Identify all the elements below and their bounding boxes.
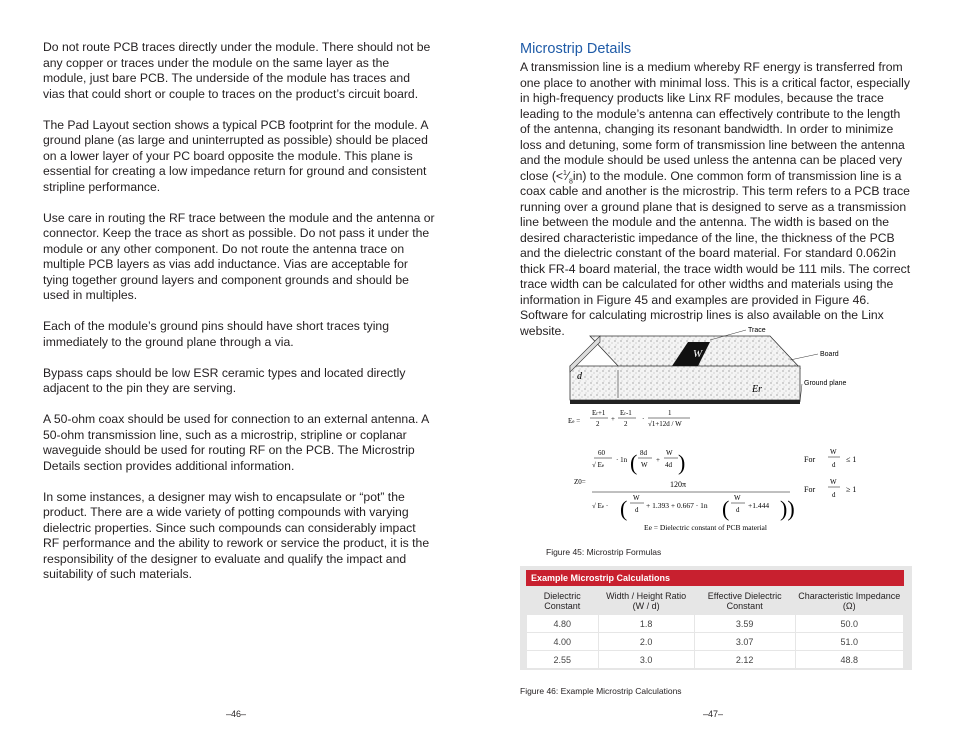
paragraph-ground-pins: Each of the module’s ground pins should have short traces tying immediately to the ground plane through a via. <box>43 319 389 349</box>
table-cell: 51.0 <box>795 633 903 651</box>
table-cell: 2.12 <box>694 651 795 669</box>
svg-text:W: W <box>830 478 837 486</box>
table-cell: 3.07 <box>694 633 795 651</box>
table-row <box>527 633 904 651</box>
svg-text:8d: 8d <box>640 449 647 457</box>
svg-text:d: d <box>832 461 836 469</box>
svg-text:W: W <box>641 461 648 469</box>
svg-text:· 1n: · 1n <box>616 456 628 464</box>
table-cell: 4.00 <box>527 633 599 651</box>
dielectric-note: Ee = Dielectric constant of PCB material <box>644 523 767 532</box>
term-b: +1.444 <box>748 501 770 510</box>
formula-impedance <box>574 448 856 532</box>
header-characteristic-impedance: Characteristic Impedance (Ω) <box>798 591 901 611</box>
for-label-2: For <box>804 485 816 494</box>
svg-text:+: + <box>656 456 660 464</box>
svg-text:+: + <box>611 415 615 423</box>
table-title: Example Microstrip Calculations <box>526 570 904 586</box>
calculations-grid <box>526 588 904 669</box>
table-cell: 48.8 <box>795 651 903 669</box>
svg-text:W: W <box>633 494 640 502</box>
svg-text:W: W <box>734 494 741 502</box>
page-number-left: –46– <box>226 709 247 719</box>
figure-46-caption: Figure 46: Example Microstrip Calculations <box>520 686 682 696</box>
table-cell: 50.0 <box>795 615 903 633</box>
fraction-denominator: 8 <box>568 177 573 185</box>
table-cell: 3.0 <box>598 651 694 669</box>
paragraph-routing: Do not route PCB traces directly under the module. There should not be any copper or traces under the module on the same layer as the module, just bare PCB. The underside of the module has traces and vias that could short or couple to traces on the product’s circuit board. <box>43 40 431 101</box>
term-a: + 1.393 + 0.667 · 1n <box>646 501 708 510</box>
section-title: Microstrip Details <box>520 41 632 57</box>
svg-text:√ Ee ·: √ Ee · <box>592 502 609 510</box>
svg-text:√ Ee: √ Ee <box>592 461 605 469</box>
svg-text:d: d <box>736 506 740 514</box>
figure-microstrip-formulas <box>560 322 870 537</box>
right-column <box>520 40 912 355</box>
table-cell: 2.0 <box>598 633 694 651</box>
svg-text:1: 1 <box>668 409 672 417</box>
label-d: d <box>577 371 582 382</box>
svg-text:2: 2 <box>596 420 600 428</box>
svg-text:(: ( <box>620 496 628 521</box>
svg-text:Ee =: Ee = <box>568 417 581 425</box>
microstrip-calculations-table <box>520 566 912 670</box>
microstrip-text-b: in) to the module. One common form of transmission line is a coax cable and another is the microstrip. This term refers to a PCB trace running over a ground plane that is designed to serve as a transmission line between the module and the antenna. The width is based on the desired characteristic impedance of the line, the thickness of the PCB and the dielectric constant of the board material. For standard 0.062in thick FR-4 board material, the trace width would be 111 mils. The correct trace width can be calculated for other widths and materials using the information in Figure 45 and examples are provided in Figure 46. Software for calculating microstrip lines is also available on the Linx website. <box>520 168 911 338</box>
pi-term: 120π <box>670 480 687 489</box>
table-cell: 3.59 <box>694 615 795 633</box>
board-front-face <box>570 366 800 400</box>
svg-text:(: ( <box>722 496 730 521</box>
svg-text:W: W <box>830 448 837 456</box>
paragraph-ground-plane: The Pad Layout section shows a typical PCB footprint for the module. A ground plane (as large and uninterrupted as possible) should be placed on a lower layer of your PC board opposite the module. This plane is essential for creating a low impedance return for ground and consistent stripline performance. <box>43 117 428 194</box>
paragraph-bypass-caps: Bypass caps should be low ESR ceramic types and located directly adjacent to the pin they are serving. <box>43 365 406 395</box>
paragraph-microstrip: A transmission line is a medium whereby RF energy is transferred from one place to another with minimal loss. This is a critical factor, especially in high-frequency products like Linx RF modules, because the trace leading to the module’s antenna can effectively contribute to the length of the antenna, changing its resonant bandwidth. In order to minimize loss and detuning, some form of transmission line between the antenna and the module should be used unless the antenna can be placed very close $(<^1⁄_8in)$ to the module. One common form of transmission line is a coax cable and another is the microstrip. This term refers to a PCB trace running over a ground plane that is designed to serve as a transmission line between the module and the antenna. The width is based on the desired characteristic impedance of the line, the thickness of the PCB and the dielectric constant of the board material. For standard 0.062in thick FR-4 board material, the trace width would be 111 mils. The correct trace width can be calculated for other widths and materials using the information in Figure 45 and examples are provided in Figure 46. Software for calculating microstrip lines is also available on the Linx website. <box>520 60 911 338</box>
label-w: W <box>693 348 703 360</box>
header-dielectric-constant: Dielectric Constant <box>543 591 581 611</box>
label-trace: Trace <box>748 327 766 334</box>
paragraph-coax: A 50-ohm coax should be used for connection to an external antenna. A 50-ohm transmission line, such as a microstrip, stripline or coplanar waveguide should be used for routing RF on the PCB. The Microstrip Details section provides additional information. <box>43 412 429 473</box>
svg-text:60: 60 <box>598 449 605 457</box>
table-cell: 2.55 <box>527 651 599 669</box>
table-row <box>527 615 904 633</box>
svg-text:d: d <box>832 491 836 499</box>
for-label-1: For <box>804 455 816 464</box>
ground-plane-layer <box>570 400 800 404</box>
svg-text:2: 2 <box>624 420 628 428</box>
left-column <box>43 40 435 598</box>
label-board: Board <box>820 351 839 358</box>
table-row <box>527 651 904 669</box>
svg-text:): ) <box>678 450 686 475</box>
header-effective-dielectric: Effective Dielectric Constant <box>707 591 782 611</box>
svg-text:Er-1: Er-1 <box>620 409 632 417</box>
page-number-right: –47– <box>703 709 724 719</box>
svg-text:·: · <box>642 415 645 423</box>
label-ground-plane: Ground plane <box>804 380 847 387</box>
microstrip-diagram <box>560 322 870 537</box>
svg-text:Er+1: Er+1 <box>592 409 606 417</box>
paragraph-rf-trace: Use care in routing the RF trace between the module and the antenna or connector. Keep the trace as short as possible. Do not pass it under the module or any other component. Do not route the antenna trace on multiple PCB layers as vias add inductance. Vias are acceptable for tying together ground layers and component grounds and should be used in multiples. <box>43 210 435 302</box>
table-cell: 4.80 <box>527 615 599 633</box>
paragraph-potting: In some instances, a designer may wish to encapsulate or “pot” the product. There are a wide variety of potting compounds with varying dielectric properties. Since such compounds can considerably impact RF performance and the ability to rework or service the product, it is the responsibility of the designer to evaluate and qualify the impact and suitability of such materials. <box>43 489 430 581</box>
table-cell: 1.8 <box>598 615 694 633</box>
header-width-height-ratio: Width / Height Ratio (W / d) <box>606 591 687 611</box>
svg-text:W: W <box>666 449 673 457</box>
label-er: Er <box>752 384 762 395</box>
fraction-numerator: 1 <box>563 169 567 177</box>
svg-text:4d: 4d <box>665 461 672 469</box>
svg-text:d: d <box>635 506 639 514</box>
svg-text:√1+12d / W: √1+12d / W <box>648 420 682 428</box>
formula-effective-dielectric <box>568 409 690 428</box>
svg-text:)): )) <box>780 496 795 521</box>
condition-ge-1: ≥ 1 <box>846 485 857 494</box>
z0-label: Z0= <box>574 478 586 486</box>
condition-le-1: ≤ 1 <box>846 455 857 464</box>
svg-text:(: ( <box>630 450 638 475</box>
figure-45-caption: Figure 45: Microstrip Formulas <box>546 547 662 557</box>
microstrip-text-a: A transmission line is a medium whereby RF energy is transferred from one place to another with minimal loss. This is a critical factor, especially in high-frequency products like Linx RF modules, because the trace leading to the module’s antenna can effectively contribute to the length of the antenna, changing its resonant bandwidth. In order to minimize loss and detuning, some form of transmission line between the antenna and the module should be used unless the antenna can be placed very close (< <box>520 60 910 183</box>
